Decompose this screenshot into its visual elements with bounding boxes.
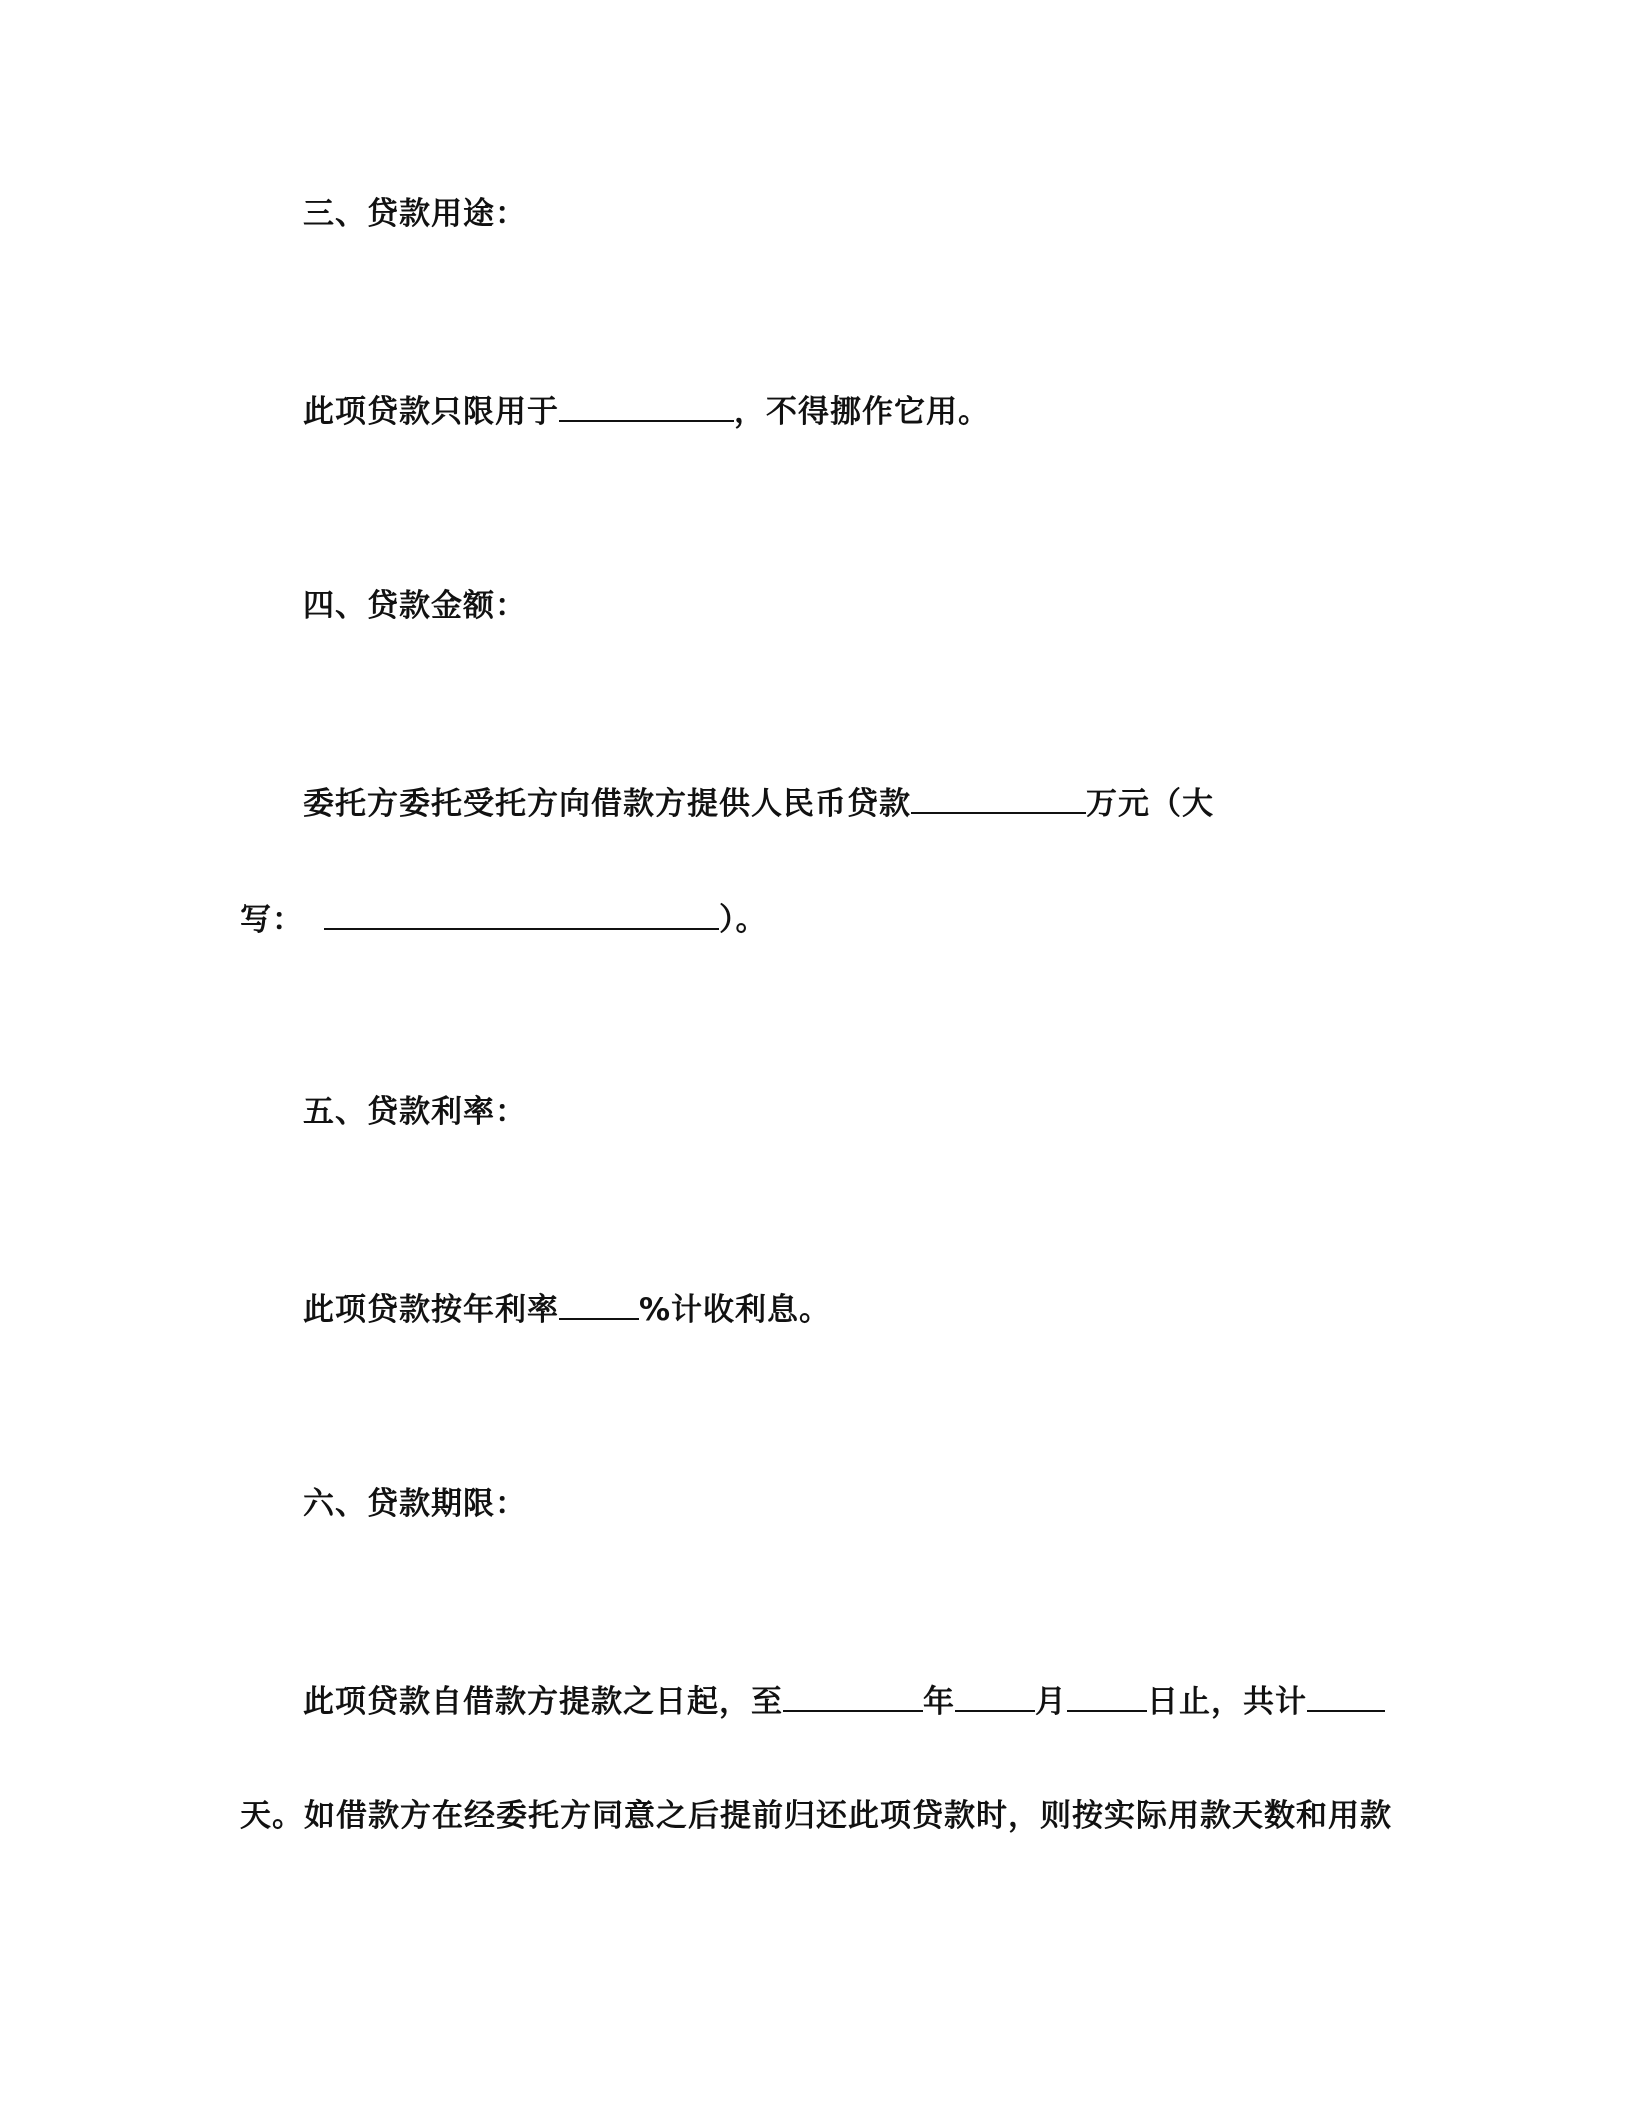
section-heading-term: 六、贷款期限： bbox=[303, 1486, 527, 1522]
paragraph-amount-continued: 写： ）。 bbox=[240, 898, 768, 940]
blank-day bbox=[1067, 1680, 1147, 1712]
section-heading-purpose: 三、贷款用途： bbox=[303, 196, 527, 232]
blank-amount-words bbox=[324, 898, 719, 930]
paragraph-term: 此项贷款自借款方提款之日起，至 年 月 日止，共计 bbox=[303, 1680, 1385, 1722]
blank-month bbox=[955, 1680, 1035, 1712]
blank-interest-rate bbox=[559, 1288, 639, 1320]
section-heading-interest-rate: 五、贷款利率： bbox=[303, 1094, 527, 1130]
paragraph-amount: 委托方委托受托方向借款方提供人民币贷款 万元（大 bbox=[303, 782, 1214, 824]
paragraph-term-continued: 天。如借款方在经委托方同意之后提前归还此项贷款时，则按实际用款天数和用款 bbox=[240, 1798, 1392, 1834]
section-heading-amount: 四、贷款金额： bbox=[303, 588, 527, 624]
paragraph-interest-rate: 此项贷款按年利率 %计收利息。 bbox=[303, 1288, 831, 1330]
blank-purpose bbox=[559, 390, 734, 422]
blank-year bbox=[783, 1680, 923, 1712]
blank-amount-figures bbox=[911, 782, 1086, 814]
blank-total-days bbox=[1307, 1680, 1385, 1712]
paragraph-purpose: 此项贷款只限用于 ，不得挪作它用。 bbox=[303, 390, 990, 432]
